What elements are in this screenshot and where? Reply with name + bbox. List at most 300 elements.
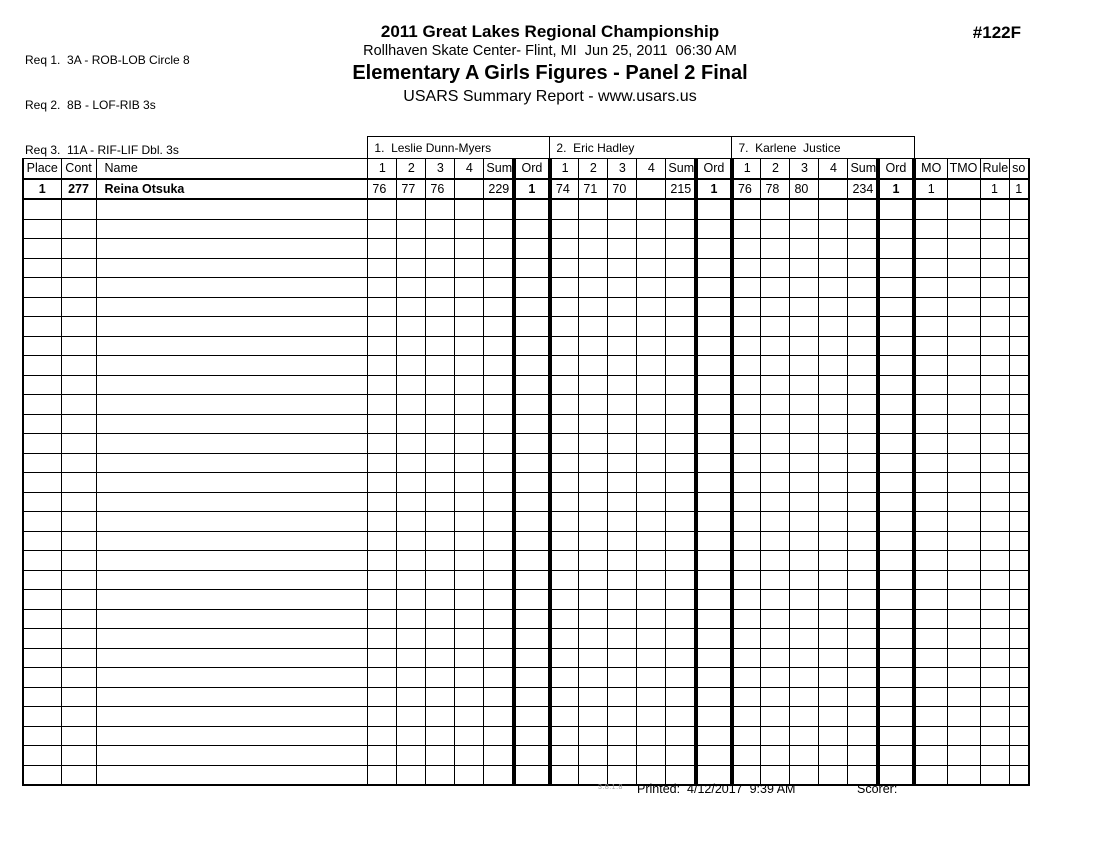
judge2-sum-cell [666,414,696,434]
col-header-judge3-sum: Sum [848,159,878,179]
judge2-score-4-cell [637,648,666,668]
judge1-ordinal-cell [514,590,550,610]
so-cell: 1 [1009,179,1029,200]
so-cell [1009,492,1029,512]
judge3-score-3-cell [790,687,819,707]
judge2-score-3-cell [608,551,637,571]
judge3-score-2-cell [761,629,790,649]
judge1-score-3-cell [426,356,455,376]
judge1-sum-cell [484,356,514,376]
judge3-score-2-cell [761,239,790,259]
judge1-sum-cell [484,648,514,668]
mo-cell [914,707,947,727]
judge1-score-1-cell [368,590,397,610]
judge3-ordinal-cell [878,687,914,707]
rule-cell [980,609,1009,629]
mo-cell [914,297,947,317]
so-cell [1009,453,1029,473]
judge1-score-1-cell [368,609,397,629]
judge1-ordinal-cell [514,375,550,395]
skater-name-cell [96,317,368,337]
judge1-score-2-cell [397,297,426,317]
judge2-ordinal-cell [696,414,732,434]
judge2-score-2-cell [579,473,608,493]
judge3-score-4-cell [819,746,848,766]
judge2-sum-cell [666,434,696,454]
judge3-score-2-cell [761,473,790,493]
judge2-score-4-cell [637,434,666,454]
skater-name-cell [96,336,368,356]
judge3-score-1-cell [732,746,761,766]
judge2-sum-cell [666,668,696,688]
judge1-score-3-cell [426,473,455,493]
judge3-score-4-cell [819,356,848,376]
judge2-score-2-cell [579,297,608,317]
judge3-score-3-cell [790,473,819,493]
so-cell [1009,434,1029,454]
judge3-score-4-cell [819,531,848,551]
contestant-number-cell [61,551,96,571]
judge1-score-1-cell [368,629,397,649]
judge3-ordinal-cell [878,375,914,395]
judge2-score-3-cell [608,531,637,551]
judge2-score-4-cell [637,726,666,746]
judge3-sum-cell [848,746,878,766]
judge2-score-3-cell [608,239,637,259]
judge1-score-4-cell [455,629,484,649]
judge3-score-4-cell [819,590,848,610]
judge3-score-4-cell [819,258,848,278]
judge2-score-3-cell [608,609,637,629]
mo-cell [914,609,947,629]
judge3-score-3-cell [790,258,819,278]
empty-row [23,317,1029,337]
empty-row [23,258,1029,278]
empty-row [23,629,1029,649]
empty-row [23,551,1029,571]
judge3-score-2-cell [761,746,790,766]
judge1-ordinal-cell [514,609,550,629]
contestant-number-cell [61,395,96,415]
contestant-number-cell [61,726,96,746]
so-cell [1009,629,1029,649]
judge2-score-4-cell [637,219,666,239]
col-header-judge1-sum: Sum [484,159,514,179]
judge1-sum-cell [484,746,514,766]
judge2-score-3-cell [608,395,637,415]
judge1-score-2-cell: 77 [397,179,426,200]
contestant-number-cell [61,453,96,473]
col-header-judge3-score-4: 4 [819,159,848,179]
so-cell [1009,648,1029,668]
judge3-sum-cell [848,317,878,337]
judge1-score-1-cell [368,219,397,239]
judge3-sum-cell [848,726,878,746]
contestant-number-cell [61,629,96,649]
judge3-ordinal-cell [878,414,914,434]
judge2-ordinal-cell [696,278,732,298]
judge1-score-1-cell [368,473,397,493]
judge3-score-2-cell [761,434,790,454]
judge2-score-1-cell [550,492,579,512]
judge2-sum-cell [666,473,696,493]
judge3-ordinal-cell [878,258,914,278]
judge3-score-2-cell [761,668,790,688]
place-cell [23,668,61,688]
place-cell [23,687,61,707]
judge1-score-1-cell [368,258,397,278]
judge3-score-2-cell [761,219,790,239]
judge2-ordinal-cell [696,531,732,551]
judge1-score-3-cell [426,395,455,415]
judge3-ordinal-cell [878,629,914,649]
requirement-line-1: Req 1. 3A - ROB-LOB Circle 8 [25,53,190,67]
judge3-score-2-cell [761,375,790,395]
so-cell [1009,668,1029,688]
judge1-score-4-cell [455,199,484,219]
judge3-ordinal-cell [878,453,914,473]
judge3-score-1-cell [732,668,761,688]
tmo-cell [947,765,980,785]
judge1-score-3-cell [426,258,455,278]
judge3-score-4-cell [819,551,848,571]
judge3-score-1-cell [732,473,761,493]
contestant-number-cell [61,375,96,395]
judge-1-name-header: 1. Leslie Dunn-Myers [368,137,550,159]
place-cell [23,609,61,629]
mo-cell [914,648,947,668]
judge3-score-1-cell [732,687,761,707]
judge3-score-4-cell [819,512,848,532]
skater-name-cell [96,551,368,571]
judge2-sum-cell [666,590,696,610]
judge2-ordinal-cell [696,375,732,395]
rule-cell [980,668,1009,688]
judge2-score-1-cell [550,765,579,785]
col-header-judge3-score-3: 3 [790,159,819,179]
judge1-score-2-cell [397,765,426,785]
judge1-sum-cell: 229 [484,179,514,200]
col-header-rule: Rule [980,159,1009,179]
judge1-sum-cell [484,707,514,727]
judge3-score-4-cell [819,707,848,727]
judge2-score-1-cell [550,570,579,590]
judge3-sum-cell [848,375,878,395]
judge2-score-4-cell [637,414,666,434]
judge2-score-3-cell [608,687,637,707]
tmo-cell [947,648,980,668]
judge2-score-4-cell [637,531,666,551]
judge1-score-1-cell [368,434,397,454]
tmo-cell [947,297,980,317]
judge1-score-2-cell [397,707,426,727]
mo-cell [914,765,947,785]
judge3-score-4-cell [819,453,848,473]
judge1-ordinal-cell [514,336,550,356]
so-cell [1009,473,1029,493]
judge1-score-2-cell [397,336,426,356]
judge1-score-3-cell [426,336,455,356]
so-cell [1009,746,1029,766]
col-header-judge2-score-4: 4 [637,159,666,179]
judge2-sum-cell [666,395,696,415]
mo-cell [914,668,947,688]
judge1-score-2-cell [397,199,426,219]
judge2-score-3-cell [608,570,637,590]
so-cell [1009,239,1029,259]
judge1-score-1-cell [368,668,397,688]
judge1-score-2-cell [397,629,426,649]
judge1-score-4-cell [455,765,484,785]
championship-title: 2011 Great Lakes Regional Championship [380,22,720,41]
rule-cell [980,317,1009,337]
judge1-ordinal-cell: 1 [514,179,550,200]
judge3-sum-cell [848,258,878,278]
judge1-sum-cell [484,629,514,649]
judge3-score-2-cell [761,356,790,376]
place-cell [23,531,61,551]
judge-2-name-header: 2. Eric Hadley [550,137,732,159]
judge2-score-1-cell [550,336,579,356]
judge2-score-4-cell [637,668,666,688]
judge2-score-1-cell [550,395,579,415]
skater-name-cell [96,570,368,590]
judge2-sum-cell [666,258,696,278]
judge2-score-1-cell [550,629,579,649]
judge3-score-3-cell [790,512,819,532]
judge3-score-2-cell [761,609,790,629]
tmo-cell [947,219,980,239]
judge3-score-2-cell [761,590,790,610]
tmo-cell [947,726,980,746]
judge1-sum-cell [484,492,514,512]
place-cell [23,317,61,337]
empty-row [23,687,1029,707]
skater-name-cell [96,297,368,317]
judge3-ordinal-cell [878,434,914,454]
rule-cell [980,570,1009,590]
judge3-sum-cell [848,512,878,532]
contestant-number-cell [61,219,96,239]
judge3-score-3-cell [790,648,819,668]
judge1-score-3-cell [426,278,455,298]
judge1-score-3-cell [426,570,455,590]
mo-cell [914,199,947,219]
judge2-sum-cell [666,707,696,727]
mo-cell [914,512,947,532]
rule-cell [980,473,1009,493]
judge3-score-4-cell [819,570,848,590]
judge3-score-3-cell [790,356,819,376]
judge2-ordinal-cell [696,551,732,571]
place-cell [23,297,61,317]
judge3-sum-cell [848,551,878,571]
skater-name-cell [96,668,368,688]
skater-name-cell: Reina Otsuka [96,179,368,200]
tmo-cell [947,570,980,590]
place-cell [23,278,61,298]
judge1-ordinal-cell [514,687,550,707]
judge2-score-4-cell [637,336,666,356]
judge2-ordinal-cell [696,746,732,766]
judge1-score-2-cell [397,258,426,278]
judge3-score-3-cell: 80 [790,179,819,200]
judge1-score-3-cell [426,609,455,629]
judge3-sum-cell [848,395,878,415]
judge1-ordinal-cell [514,668,550,688]
judge2-score-3-cell [608,590,637,610]
contestant-number-cell [61,473,96,493]
judge3-score-2-cell [761,336,790,356]
judge3-score-4-cell [819,414,848,434]
place-cell [23,395,61,415]
rule-cell [980,453,1009,473]
judge1-score-2-cell [397,551,426,571]
judge2-score-4-cell [637,356,666,376]
judge1-score-1-cell [368,492,397,512]
place-cell [23,746,61,766]
so-cell [1009,336,1029,356]
judge1-score-2-cell [397,317,426,337]
judge2-score-2-cell [579,746,608,766]
so-cell [1009,414,1029,434]
judge1-score-1-cell [368,414,397,434]
judge2-score-1-cell [550,258,579,278]
judge2-sum-cell [666,726,696,746]
col-header-judge2-ord: Ord [696,159,732,179]
mo-cell: 1 [914,179,947,200]
judge3-ordinal-cell: 1 [878,179,914,200]
judge1-score-1-cell [368,356,397,376]
judge1-ordinal-cell [514,453,550,473]
judge2-score-2-cell [579,687,608,707]
judge2-score-3-cell [608,726,637,746]
judge3-sum-cell [848,609,878,629]
mo-cell [914,492,947,512]
empty-row [23,531,1029,551]
judge1-score-3-cell [426,746,455,766]
venue-date-line: Rollhaven Skate Center- Flint, MI Jun 25, 2011 06:30 AM [363,43,737,59]
judge1-score-2-cell [397,668,426,688]
event-number: #122F [972,23,1021,42]
judge1-score-4-cell [455,492,484,512]
judge1-score-4-cell [455,609,484,629]
empty-row [23,590,1029,610]
place-cell [23,726,61,746]
judge1-sum-cell [484,434,514,454]
judge2-score-3-cell [608,317,637,337]
judge1-score-3-cell [426,590,455,610]
judge2-sum-cell [666,297,696,317]
judge1-score-1-cell [368,336,397,356]
judge1-ordinal-cell [514,551,550,571]
tmo-cell [947,317,980,337]
so-cell [1009,551,1029,571]
judge3-sum-cell [848,356,878,376]
judge2-ordinal-cell [696,336,732,356]
judge1-score-1-cell [368,297,397,317]
judge1-score-4-cell [455,356,484,376]
judge3-sum-cell [848,297,878,317]
judge2-score-2-cell [579,239,608,259]
judge1-score-3-cell [426,375,455,395]
skater-name-cell [96,707,368,727]
judge3-ordinal-cell [878,278,914,298]
judge2-score-1-cell [550,434,579,454]
judge3-score-1-cell [732,570,761,590]
judge2-score-3-cell [608,512,637,532]
place-cell [23,707,61,727]
judge3-ordinal-cell [878,199,914,219]
judge3-score-3-cell [790,395,819,415]
col-header-cont: Cont [61,159,96,179]
judge3-score-1-cell [732,453,761,473]
judge2-score-1-cell [550,609,579,629]
judge3-score-1-cell [732,629,761,649]
results-table [22,136,1030,786]
judge1-score-4-cell [455,512,484,532]
judge2-ordinal-cell [696,648,732,668]
judge1-ordinal-cell [514,746,550,766]
tmo-cell [947,375,980,395]
report-header [0,21,1100,107]
judge1-ordinal-cell [514,356,550,376]
judge1-score-3-cell [426,199,455,219]
judge3-ordinal-cell [878,473,914,493]
judge1-ordinal-cell [514,473,550,493]
judge2-score-1-cell [550,278,579,298]
contestant-number-cell [61,746,96,766]
spacer-cell [914,137,1029,159]
place-cell [23,648,61,668]
judge3-score-4-cell [819,179,848,200]
contestant-number-cell [61,258,96,278]
so-cell [1009,258,1029,278]
judge3-score-3-cell [790,609,819,629]
empty-row [23,414,1029,434]
judge1-sum-cell [484,258,514,278]
judge1-score-2-cell [397,570,426,590]
rule-cell [980,492,1009,512]
judge2-score-3-cell [608,434,637,454]
judge2-score-4-cell [637,395,666,415]
judge1-ordinal-cell [514,707,550,727]
judge1-score-2-cell [397,356,426,376]
col-header-judge1-score-4: 4 [455,159,484,179]
judge1-score-3-cell [426,512,455,532]
judge3-score-1-cell [732,609,761,629]
rule-cell [980,726,1009,746]
judge3-score-4-cell [819,434,848,454]
judge2-score-4-cell [637,179,666,200]
judge1-score-3-cell [426,648,455,668]
empty-row [23,297,1029,317]
judge1-sum-cell [484,375,514,395]
judge3-sum-cell [848,239,878,259]
skater-name-cell [96,219,368,239]
judge1-score-4-cell [455,219,484,239]
place-cell [23,765,61,785]
judge1-score-4-cell [455,668,484,688]
judge2-score-3-cell [608,648,637,668]
judge3-score-1-cell [732,551,761,571]
judge1-score-1-cell [368,512,397,532]
judge2-sum-cell [666,570,696,590]
rule-cell [980,375,1009,395]
mo-cell [914,434,947,454]
judge2-score-1-cell [550,531,579,551]
judge2-score-1-cell [550,199,579,219]
